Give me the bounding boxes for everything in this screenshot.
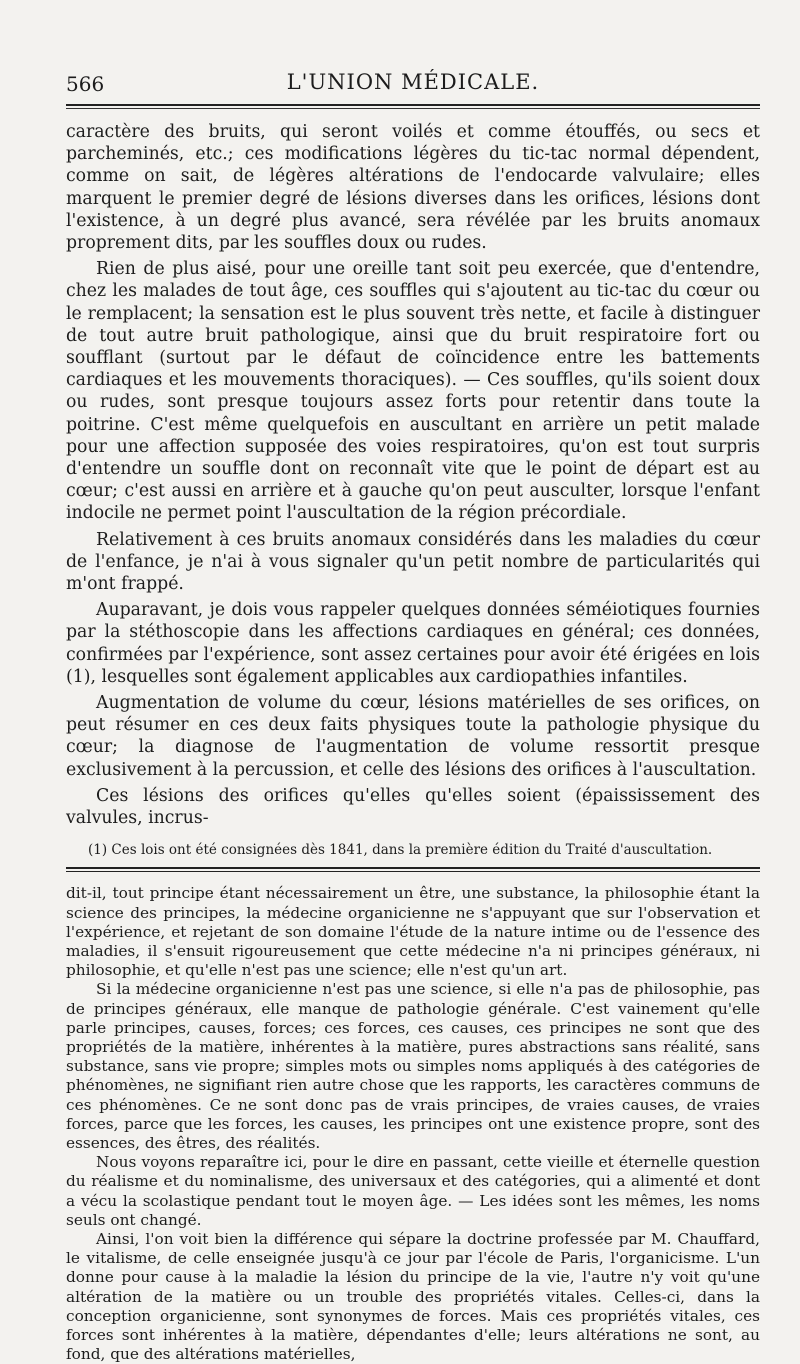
paragraph: dit-il, tout principe étant nécessairement un être, une substance, la philosophie étant la science des principes, la médecine organicienne ne s'appuyant que sur l'observation et l'expérience, et rejetant de son domaine l'étude de la nature intime ou de l'essence des maladies, il s'ensuit rigoureusement que cette médecine n'a ni principes généraux, ni philosophie, et qu'elle n'est pas une science; elle n'est qu'un art.: [66, 884, 760, 980]
paragraph: Auparavant, je dois vous rappeler quelques données séméiotiques fournies par la stéthoscopie dans les affections cardiaques en général; ces données, confirmées par l'expérience, sont assez certaines pour avoir été érigées en lois (1), lesquelles sont également applicables aux cardiopathies infantiles.: [66, 600, 760, 687]
header-rule-thin: [66, 108, 760, 109]
feuilleton-text: [66, 884, 760, 1364]
paragraph: Augmentation de volume du cœur, lésions matérielles de ses orifices, on peut résumer en ces deux faits physiques toute la pathologie physique du cœur; la diagnose de l'augmentation de volume ressortit presque exclusivement à la percussion, et celle des lésions des orifices à l'auscultation.: [66, 693, 760, 780]
header-rule: [66, 104, 760, 106]
paragraph: Ces lésions des orifices qu'elles qu'elles soient (épaississement des valvules, incrus-: [66, 785, 760, 829]
paragraph: caractère des bruits, qui seront voilés et comme étouffés, ou secs et parcheminés, etc.; ces modifications légères du tic-tac normal dépendent, comme on sait, de légères altérations de l'endocarde valvulaire; elles marquent le premier degré de lésions diverses dans les orifices, lésions dont l'existence, à un degré plus avancé, sera révélée par les bruits anomaux proprement dits, par les souffles doux ou rudes.: [66, 122, 760, 254]
footnote: (1) Ces lois ont été consignées dès 1841, dans la première édition du Traité d'auscultation.: [88, 842, 713, 859]
main-text: [66, 121, 760, 829]
paragraph: Relativement à ces bruits anomaux considérés dans les maladies du cœur de l'enfance, je n'ai à vous signaler qu'un petit nombre de particularités qui m'ont frappé.: [66, 529, 760, 595]
feuilleton-rule: [66, 867, 760, 869]
feuilleton-rule-thin: [66, 871, 760, 872]
page-header: [66, 68, 760, 104]
paragraph: Nous voyons reparaître ici, pour le dire en passant, cette vieille et éternelle question du réalisme et du nominalisme, des universaux et des catégories, qui a alimenté et dont a vécu la scolastique pendant tout le moyen âge. — Les idées sont les mêmes, les noms seuls ont changé.: [66, 1153, 760, 1229]
paragraph: Si la médecine organicienne n'est pas une science, si elle n'a pas de philosophie, pas de principes généraux, elle manque de pathologie générale. C'est vainement qu'elle parle principes, causes, forces; ces forces, ces causes, ces principes ne sont que des propriétés de la matière, inhérentes à la matière, pures abstractions sans réalité, sans substance, sans vie propre; simples mots ou simples noms appliqués à des catégories de phénomènes, ne signifiant rien autre chose que les rapports, les caractères communs de ces phénomènes. Ce ne sont donc pas de vrais principes, de vraies causes, de vraies forces, parce que les forces, les causes, les principes ont une existence propre, sont des essences, des êtres, des réalités.: [66, 980, 760, 1152]
page: [66, 68, 760, 1364]
running-title: L'UNION MÉDICALE.: [286, 70, 540, 94]
page-number: 566: [66, 72, 105, 96]
paragraph: Ainsi, l'on voit bien la différence qui sépare la doctrine professée par M. Chauffard, le vitalisme, de celle enseignée jusqu'à ce jour par l'école de Paris, l'organicisme. L'un donne pour cause à la maladie la lésion du principe de la vie, l'autre n'y voit qu'une altération de la matière ou un trouble des propriétés vitales. Celles-ci, dans la conception organicienne, sont synonymes de forces. Mais ces propriétés vitales, ces forces sont inhérentes à la matière, dépendantes d'elle; leurs altérations ne sont, au fond, que des altérations matérielles,: [66, 1229, 760, 1364]
paragraph: Rien de plus aisé, pour une oreille tant soit peu exercée, que d'entendre, chez les malades de tout âge, ces souffles qui s'ajoutent au tic-tac du cœur ou le remplacent; la sensation est le plus souvent très nette, et facile à distinguer de tout autre bruit pathologique, ainsi que du bruit respiratoire fort ou soufflant (surtout par le défaut de coïncidence entre les battements cardiaques et les mouvements thoraciques). — Ces souffles, qu'ils soient doux ou rudes, sont presque toujours assez forts pour retentir dans toute la poitrine. C'est même quelquefois en auscultant en arrière un petit malade pour une affection supposée des voies respiratoires, qu'on est tout surpris d'entendre un souffle dont on reconnaît vite que le point de départ est au cœur; c'est aussi en arrière et à gauche qu'on peut ausculter, lorsque l'enfant indocile ne permet point l'auscultation de la région précordiale.: [66, 259, 760, 524]
